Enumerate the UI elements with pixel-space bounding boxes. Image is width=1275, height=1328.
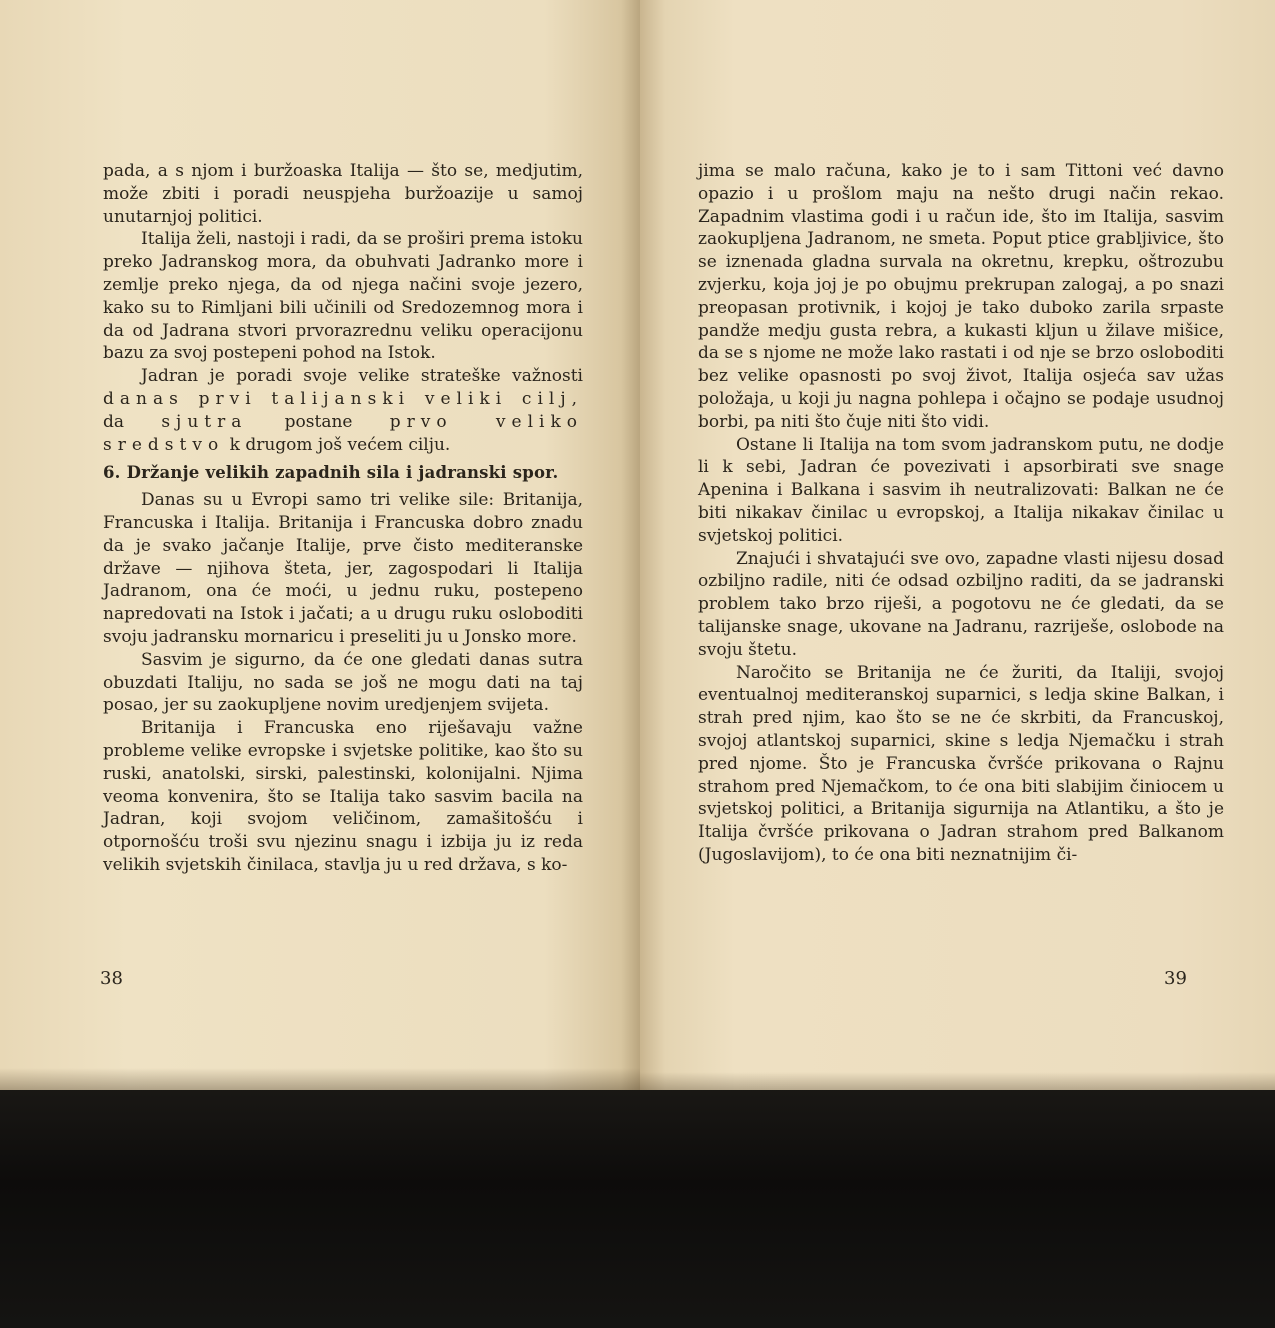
left-paragraph-3 [103, 365, 583, 456]
p3-mid-2: postane [284, 411, 353, 432]
p3-mid: da [103, 411, 125, 432]
left-page-text [103, 160, 583, 877]
left-paragraph-2: Italija želi, nastoji i radi, da se proširi prema istoku preko Jadranskog mora, da obuhvati Jadranko more i zemlje preko njega, da od njega načini svoje jezero, kako su to Rimljani bili učinili od Sredozemnog mora i da od Jadrana stvori prvorazrednu veliku operacijonu bazu za svoj postepeni pohod na Istok. [103, 229, 583, 364]
section-heading: 6. Držanje velikih zapadnih sila i jadranski spor. [103, 463, 559, 483]
left-paragraph-4: Danas su u Evropi samo tri velike sile: Britanija, Francuska i Italija. Britanija i Francuska dobro znadu da je svako jačanje Italije, prve čisto mediteranske države — njihova šteta, jer, zagospodari li Italija Jadranom, ona će moći, u jednu ruku, postepeno napredovati na Istok i jačati; a u drugu ruku osloboditi svoju jadransku mornaricu i preseliti ju u Jonsko more. [103, 490, 583, 647]
right-paragraph-2: Ostane li Italija na tom svom jadranskom putu, ne dodje li k sebi, Jadran će povezivati i apsorbirati sve snage Apenina i Balkana i sasvim ih neutralizovati: Balkan ne će biti nikakav činilac u evropskoj, a Italija nikakav činilac u svjetskoj politici. [698, 434, 1224, 546]
right-page-number: 39 [1164, 968, 1187, 989]
right-page [640, 0, 1275, 1090]
p3-spaced-2: sjutra [161, 411, 248, 432]
left-page [0, 0, 640, 1090]
right-paragraph-3: Znajući i shvatajući sve ovo, zapadne vlasti nijesu dosad ozbiljno radile, niti će odsad ozbiljno raditi, da se jadranski problem tako brzo riješi, a pogotovu ne će gledati, da se talijanske snage, ukovane na Jadranu, razriješe, oslobode na svoju štetu. [698, 548, 1224, 660]
left-page-number: 38 [100, 968, 123, 989]
right-page-text [698, 160, 1224, 867]
p3-start: Jadran je poradi svoje velike strateške važnosti [141, 366, 583, 387]
p3-spaced-3: prvo veliko sredstvo [103, 411, 584, 455]
left-paragraph-6: Britanija i Francuska eno riješavaju važne probleme velike evropske i svjetske politike, kao što su ruski, anatolski, sirski, palestinski, kolonijalni. Njima veoma konvenira, što se Italija tako sasvim bacila na Jadran, koji svojom veličinom, zamašitošću i otpornošću troši svu njezinu snagu i izbija ju iz reda velikih svjetskih činilaca, stavlja ju u red država, s ko- [103, 718, 583, 875]
left-paragraph-5: Sasvim je sigurno, da će one gledati danas sutra obuzdati Italiju, no sada se još ne mogu dati na taj posao, jer su zaokupljene novim uredjenjem svijeta. [103, 649, 583, 716]
right-paragraph-4: Naročito se Britanija ne će žuriti, da Italiji, svojoj eventualnoj mediteranskoj suparnici, s ledja skine Balkan, i strah pred njim, kao što se ne će skrbiti, da Francuskoj, svojoj atlantskoj suparnici, skine s ledja Njemačku i strah pred njome. Što je Francuska čvršće prikovana o Rajnu strahom pred Njemačkom, to će ona biti slabijim činiocem u svjetskoj politici, a Britanija sigurnija na Atlantiku, a što je Italija čvršće prikovana o Jadran strahom pred Balkanom (Jugoslavijom), to će ona biti neznatnijim či- [698, 662, 1224, 865]
p3-end: k drugom još većem cilju. [229, 434, 451, 455]
left-paragraph-1: pada, a s njom i buržoaska Italija — što se, medjutim, može zbiti i poradi neuspjeha buržoazije u samoj unutarnjoj politici. [103, 161, 583, 227]
right-paragraph-1: jima se malo računa, kako je to i sam Tittoni već davno opazio i u prošlom maju na nešto drugi način rekao. Zapadnim vlastima godi i u račun ide, što im Italija, sasvim zaokupljena Jadranom, ne smeta. Poput ptice grabljivice, što se iznenada gladna survala na okretnu, krepku, oštrozubu zvjerku, koja joj je po obujmu prekrupan zalogaj, a po snazi preopasan protivnik, i kojoj je tako duboko zarila srpaste pandže medju gusta rebra, a kukasti kljun u žilave mišice, da se s njome ne može lako rastati i od nje se brzo osloboditi bez velike opasnosti po svoj život, Italija osjeća sav užas položaja, u koji ju nagna pohlepa i očajno se podaje usudnoj borbi, pa niti što čuje niti što vidi. [698, 161, 1224, 432]
scan-background [0, 1085, 1275, 1328]
p3-spaced-1: danas prvi talijanski veliki cilj, [103, 388, 583, 409]
